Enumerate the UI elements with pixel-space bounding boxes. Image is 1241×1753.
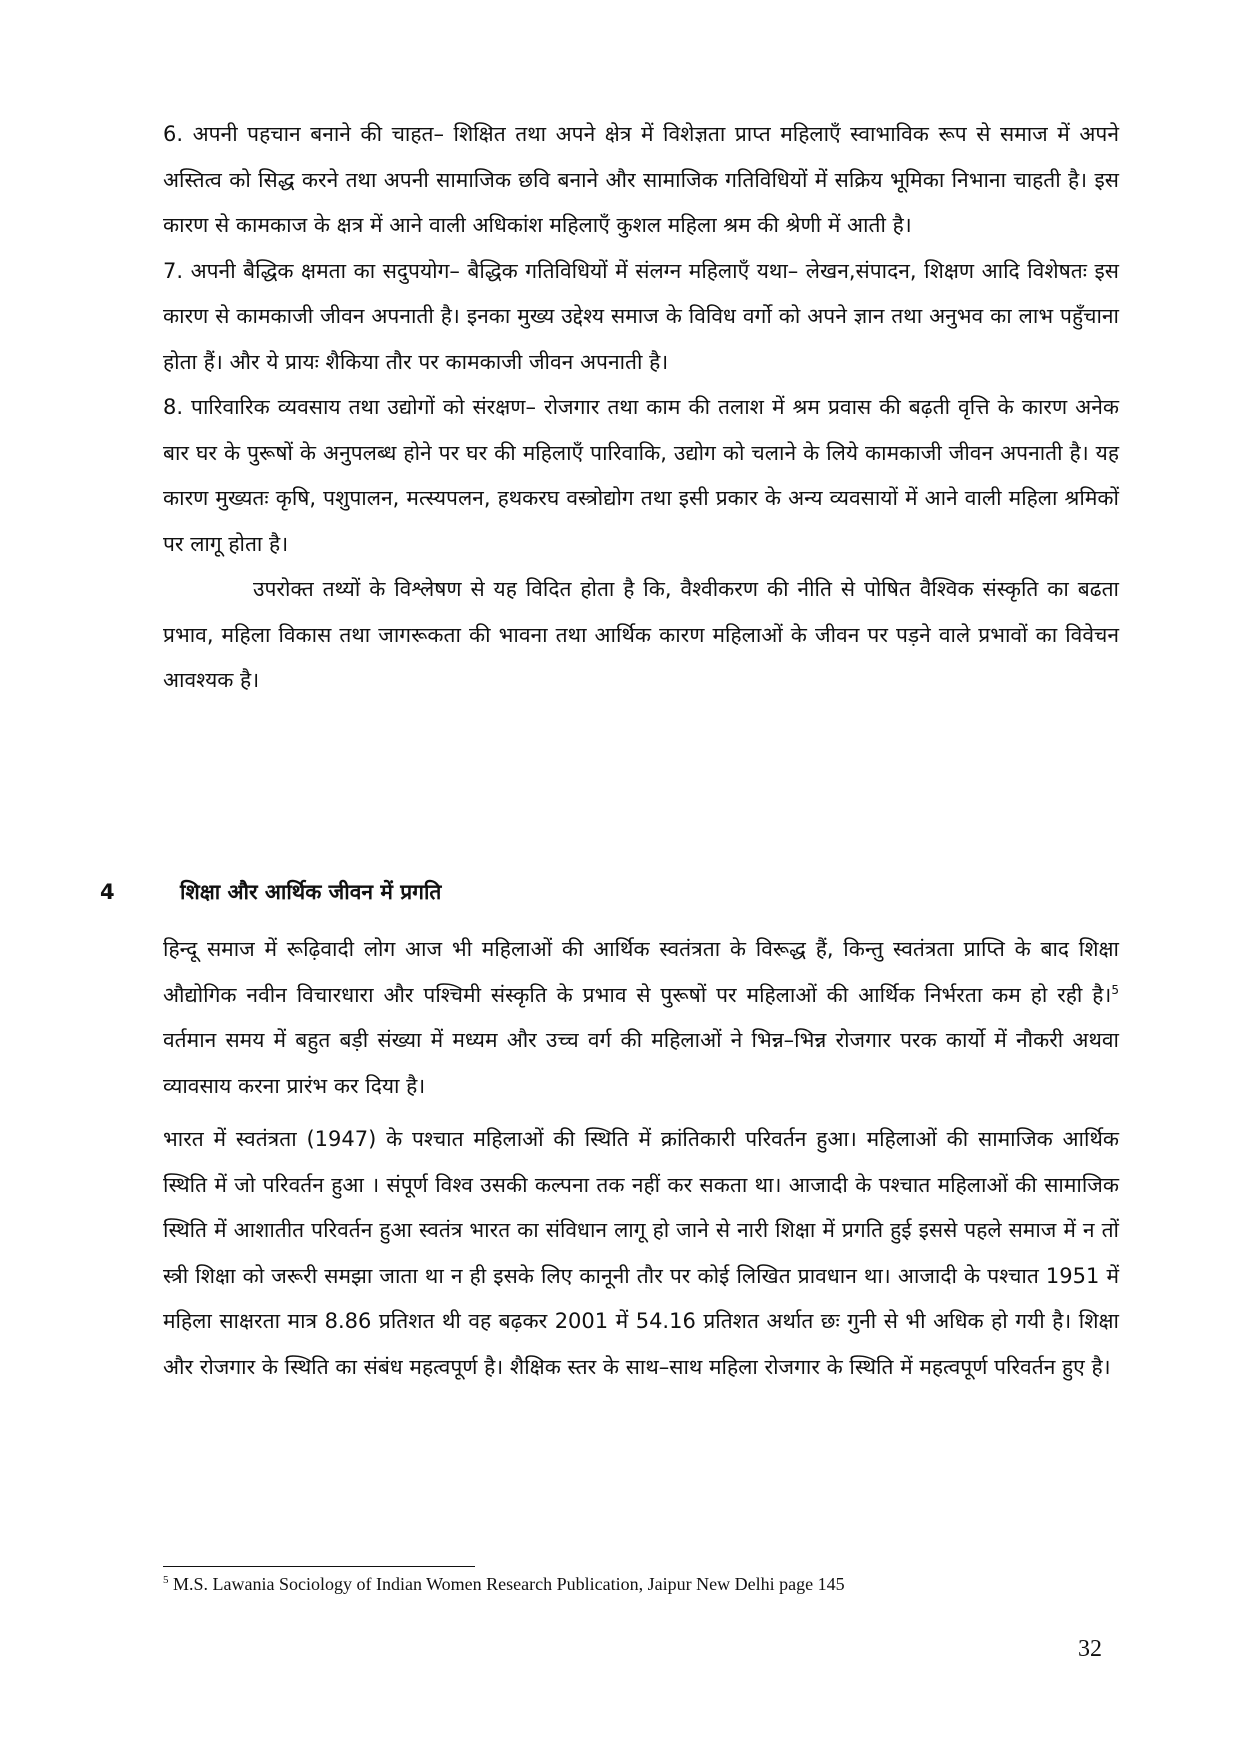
paragraph-hindu-society-part1: हिन्दू समाज में रूढ़िवादी लोग आज भी महिलाओं की आर्थिक स्वतंत्रता के विरूद्ध हैं, किन्तु स्वतंत्रता प्राप्ति के बाद शिक्षा औद्योगिक नवीन विचारधारा और पश्चिमी संस्कृति के प्रभाव से पुरूषों पर महिलाओं की आर्थिक निर्भरता कम हो रही है।: [163, 937, 1119, 1007]
footnote-divider: [163, 1566, 475, 1567]
page-number: 32: [1078, 1636, 1102, 1662]
paragraph-hindu-society-part2: वर्तमान समय में बहुत बड़ी संख्या में मध्यम और उच्च वर्ग की महिलाओं ने भिन्न–भिन्न रोजगार परक कार्यो में नौकरी अथवा व्यावसाय करना प्रारंभ कर दिया है।: [163, 1028, 1119, 1098]
paragraph-6: 6. अपनी पहचान बनाने की चाहत– शिक्षित तथा अपने क्षेत्र में विशेज्ञता प्राप्त महिलाऍं स्वाभाविक रूप से समाज में अपने अस्तित्व को सिद्ध करने तथा अपनी सामाजिक छवि बनाने और सामाजिक गतिविधियों में सक्रिय भूमिका निभाना चाहती है। इस कारण से कामकाज के क्षत्र में आने वाली अधिकांश महिलाऍं कुशल महिला श्रम की श्रेणी में आती है।: [163, 122, 1119, 237]
section-number: 4: [100, 880, 115, 904]
paragraph-8: 8. पारिवारिक व्यवसाय तथा उद्योगों को संरक्षण– रोजगार तथा काम की तलाश में श्रम प्रवास की बढ़ती वृत्ति के कारण अनेक बार घर के पुरूषों के अनुपलब्ध होने पर घर की महिलाऍं पारिवाकि, उद्योग को चलाने के लिये कामकाजी जीवन अपनाती है। यह कारण मुख्यतः कृषि, पशुपालन, मत्स्यपलन, हथकरघ वस्त्रोद्योग तथा इसी प्रकार के अन्य व्यवसायों में आने वाली महिला श्रमिकों पर लागू होता है।: [163, 395, 1119, 556]
conclusion-paragraph: उपरोक्त तथ्यों के विश्लेषण से यह विदित होता है कि, वैश्वीकरण की नीति से पोषित वैश्विक संस्कृति का बढता प्रभाव, महिला विकास तथा जागरूकता की भावना तथा आर्थिक कारण महिलाओं के जीवन पर पड़ने वाले प्रभावों का विवेचन आवश्यक है।: [163, 577, 1119, 692]
body-block-top: [163, 112, 1119, 704]
footnote-text: M.S. Lawania Sociology of Indian Women Research Publication, Jaipur New Delhi page 145: [168, 1574, 845, 1594]
paragraph-india-independence: भारत में स्वतंत्रता (1947) के पश्चात महिलाओं की स्थिति में क्रांतिकारी परिवर्तन हुआ। महिलाओं की सामाजिक आर्थिक स्थिति में जो परिवर्तन हुआ । संपूर्ण विश्व उसकी कल्पना तक नहीं कर सकता था। आजादी के पश्चात महिलाओं की सामाजिक स्थिति में आशातीत परिवर्तन हुआ स्वतंत्र भारत का संविधान लागू हो जाने से नारी शिक्षा में प्रगति हुई इससे पहले समाज में न तों स्त्री शिक्षा को जरूरी समझा जाता था न ही इसके लिए कानूनी तौर पर कोई लिखित प्रावधान था। आजादी के पश्चात 1951 में महिला साक्षरता मात्र 8.86 प्रतिशत थी वह बढ़कर 2001 में 54.16 प्रतिशत अर्थात छः गुनी से भी अधिक हो गयी है। शिक्षा और रोजगार के स्थिति का संबंध महत्वपूर्ण है। शैक्षिक स्तर के साथ–साथ महिला रोजगार के स्थिति में महत्वपूर्ण परिवर्तन हुए है।: [163, 1127, 1119, 1379]
footnote-reference: 5: [1111, 982, 1119, 997]
footnote: [163, 1572, 1063, 1596]
paragraph-7: 7. अपनी बैद्धिक क्षमता का सदुपयोग– बैद्धिक गतिविधियों में संलग्न महिलाऍं यथा– लेखन,संपादन, शिक्षण आदि विशेषतः इस कारण से कामकाजी जीवन अपनाती है। इनका मुख्य उद्देश्य समाज के विविध वर्गो को अपने ज्ञान तथा अनुभव का लाभ पहुॅंचाना होता हैं। और ये प्रायः शैकिया तौर पर कामकाजी जीवन अपनाती है।: [163, 258, 1119, 374]
footnote-marker: 5: [163, 1574, 169, 1586]
paragraph-hindu-society: [163, 927, 1119, 1109]
section-title: शिक्षा और आर्थिक जीवन में प्रगति: [180, 880, 442, 904]
body-block-bottom: [163, 927, 1119, 1390]
